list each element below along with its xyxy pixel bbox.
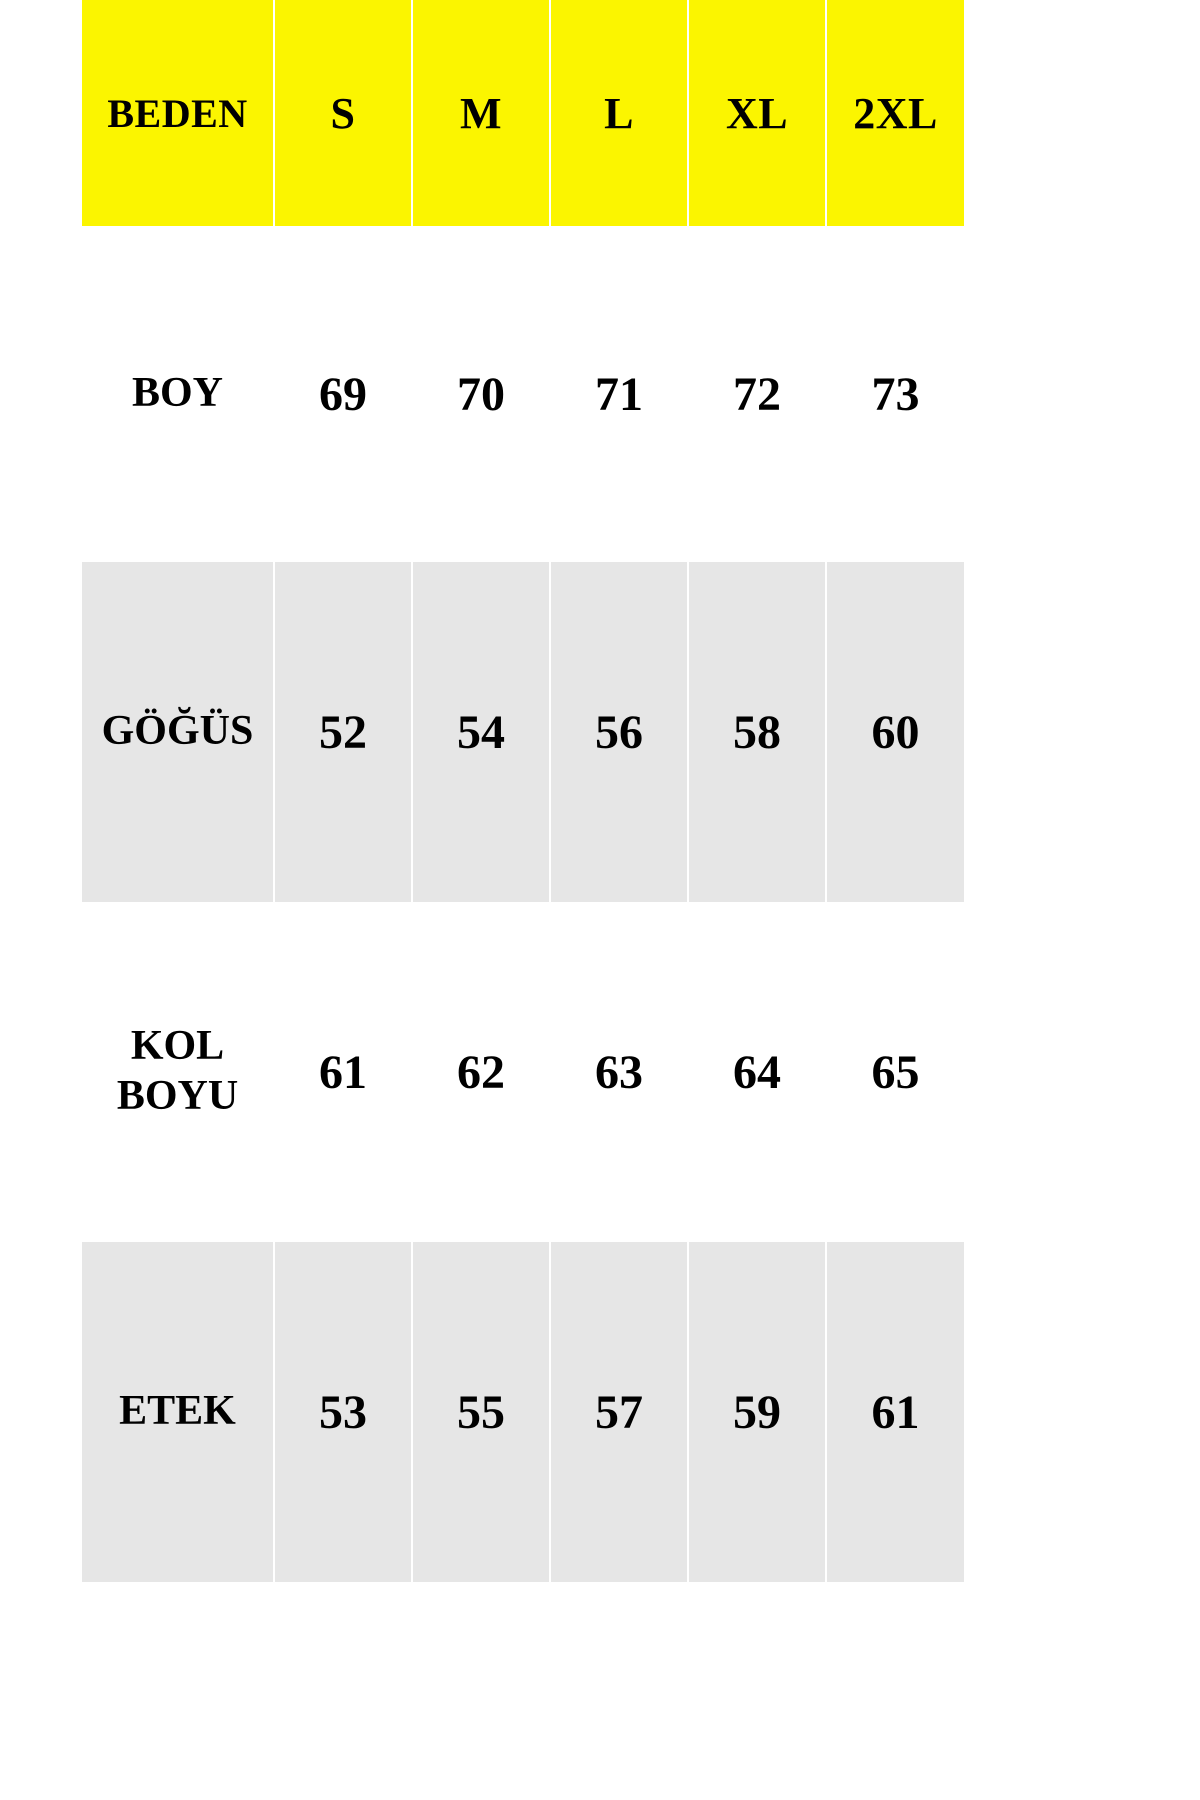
cell-etek-xl: 59 [688, 1242, 826, 1582]
header-cell-2xl: 2XL [826, 0, 964, 226]
table-row [82, 562, 964, 902]
cell-kol-m: 62 [412, 902, 550, 1242]
cell-gogus-s: 52 [274, 562, 412, 902]
header-cell-beden: BEDEN [82, 0, 274, 226]
cell-gogus-2xl: 60 [826, 562, 964, 902]
row-label-gogus: GÖĞÜS [82, 562, 274, 902]
header-cell-m: M [412, 0, 550, 226]
cell-boy-s: 69 [274, 226, 412, 562]
header-cell-xl: XL [688, 0, 826, 226]
row-label-boy: BOY [82, 226, 274, 562]
row-label-etek: ETEK [82, 1242, 274, 1582]
cell-gogus-m: 54 [412, 562, 550, 902]
cell-gogus-xl: 58 [688, 562, 826, 902]
header-row [82, 0, 964, 226]
table-row [82, 226, 964, 562]
cell-etek-m: 55 [412, 1242, 550, 1582]
row-label-kol-line1: KOL [130, 1023, 225, 1070]
table-row [82, 902, 964, 1242]
size-chart-container [82, 0, 964, 1800]
cell-gogus-l: 56 [550, 562, 688, 902]
cell-boy-xl: 72 [688, 226, 826, 562]
size-chart-table [82, 0, 964, 1582]
cell-kol-l: 63 [550, 902, 688, 1242]
cell-etek-l: 57 [550, 1242, 688, 1582]
cell-kol-2xl: 65 [826, 902, 964, 1242]
size-chart-body [82, 226, 964, 1582]
cell-etek-s: 53 [274, 1242, 412, 1582]
row-label-kol-boyu [82, 902, 274, 1242]
cell-boy-l: 71 [550, 226, 688, 562]
cell-boy-2xl: 73 [826, 226, 964, 562]
size-chart-head [82, 0, 964, 226]
header-cell-s: S [274, 0, 412, 226]
cell-kol-xl: 64 [688, 902, 826, 1242]
row-label-kol-line2: BOYU [116, 1073, 239, 1119]
cell-etek-2xl: 61 [826, 1242, 964, 1582]
header-cell-l: L [550, 0, 688, 226]
table-row [82, 1242, 964, 1582]
cell-kol-s: 61 [274, 902, 412, 1242]
cell-boy-m: 70 [412, 226, 550, 562]
